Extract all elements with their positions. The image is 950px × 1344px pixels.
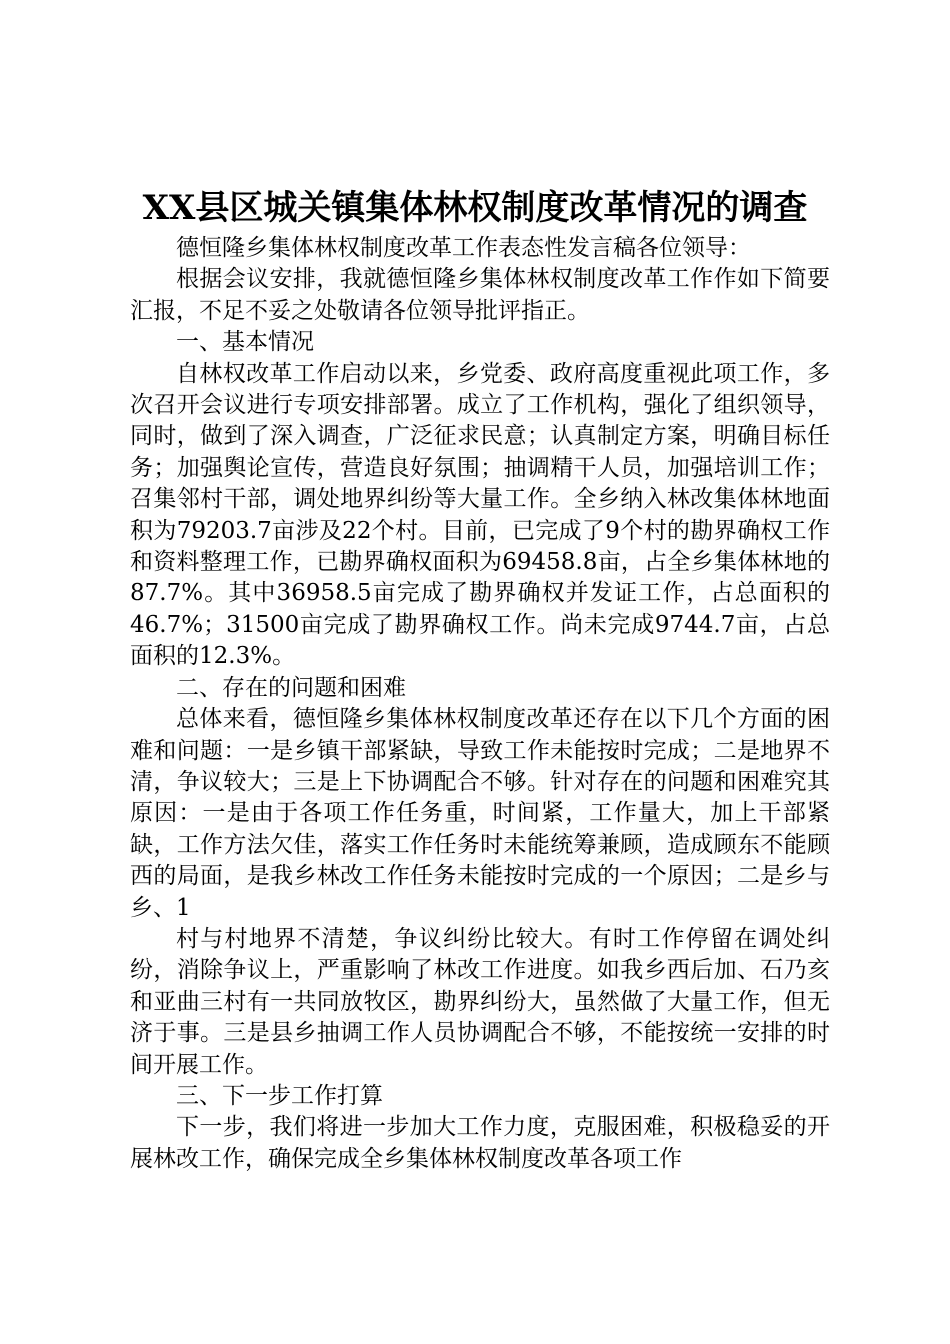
section-heading-problems: 二、存在的问题和困难: [176, 674, 406, 701]
next-steps-paragraph: 下一步，我们将进一步加大工作力度，克服困难，积极稳妥的开展林改工作，确保完成全乡集体林权制度改革各项工作: [130, 1114, 830, 1172]
document-title: XX县区城关镇集体林权制度改革情况的调查: [142, 188, 808, 228]
section-heading-basic-situation: 一、基本情况: [176, 329, 314, 356]
intro-paragraph: 根据会议安排，我就德恒隆乡集体林权制度改革工作作如下简要汇报，不足不妥之处敬请各位领导批评指正。: [130, 266, 830, 324]
document-body: [130, 233, 830, 1175]
basic-situation-paragraph: 自林权改革工作启动以来，乡党委、政府高度重视此项工作，多次召开会议进行专项安排部署。成立了工作机构，强化了组织领导，同时，做到了深入调查，广泛征求民意；认真制定方案，明确目标任务；加强舆论宣传，营造良好氛围；抽调精干人员，加强培训工作；召集邻村干部，调处地界纠纷等大量工作。全乡纳入林改集体林地面积为79203.7亩涉及22个村。目前，已完成了9个村的勘界确权工作和资料整理工作，已勘界确权面积为69458.8亩，占全乡集体林地的87.7%。其中36958.5亩完成了勘界确权并发证工作，占总面积的46.7%；31500亩完成了勘界确权工作。尚未完成9744.7亩，占总面积的12.3%。: [130, 360, 830, 670]
problems-paragraph: 总体来看，德恒隆乡集体林权制度改革还存在以下几个方面的困难和问题：一是乡镇干部紧缺，导致工作未能按时完成；二是地界不清，争议较大；三是上下协调配合不够。针对存在的问题和困难究其原因：一是由于各项工作任务重，时间紧，工作量大，加上干部紧缺，工作方法欠佳，落实工作任务时未能统筹兼顾，造成顾东不能顾西的局面，是我乡林改工作任务未能按时完成的一个原因；二是乡与乡、1: [130, 706, 830, 921]
problems-continued-paragraph: 村与村地界不清楚，争议纠纷比较大。有时工作停留在调处纠纷，消除争议上，严重影响了林改工作进度。如我乡西后加、石乃亥和亚曲三村有一共同放牧区，勘界纠纷大，虽然做了大量工作，但无济于事。三是县乡抽调工作人员协调配合不够，不能按统一安排的时间开展工作。: [130, 925, 830, 1078]
opening-line: 德恒隆乡集体林权制度改革工作表态性发言稿各位领导：: [176, 235, 751, 261]
section-heading-next-steps: 三、下一步工作打算: [176, 1082, 383, 1109]
